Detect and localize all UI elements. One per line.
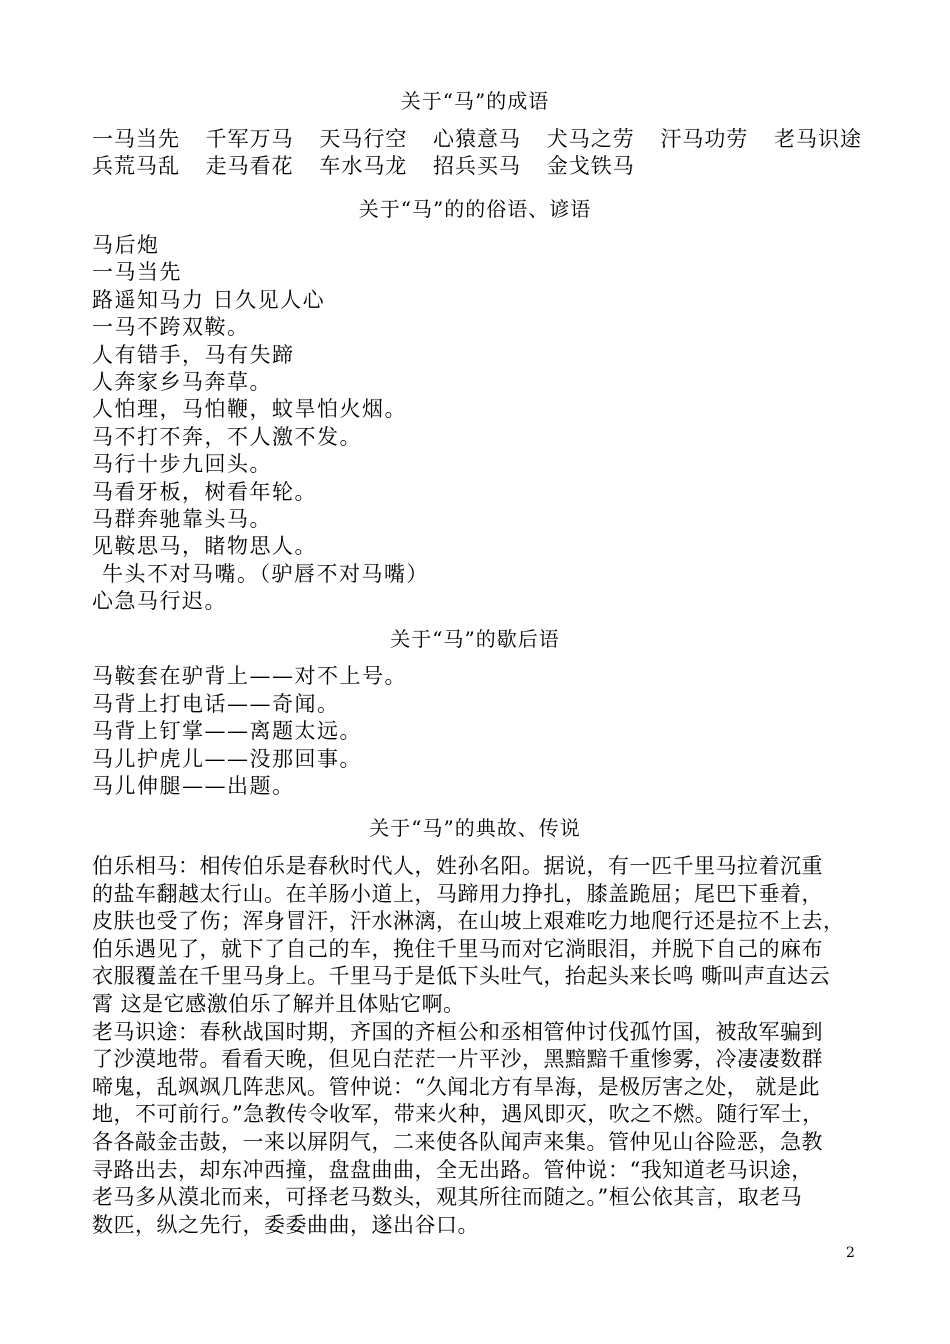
saying-line: 牛头不对马嘴。（驴唇不对马嘴）: [102, 561, 429, 586]
stories-body: [92, 853, 872, 1239]
saying-line: 见鞍思马，睹物思人。: [92, 534, 317, 559]
saying-line: 人有错手，马有失蹄: [92, 342, 295, 367]
story-line: 了沙漠地带。看看天晚，但见白茫茫一片平沙，黑黯黯千重惨雾，冷凄凄数群: [92, 1047, 823, 1072]
story-line: 的盐车翻越太行山。在羊肠小道上，马蹄用力挣扎，膝盖跪屈；尾巴下垂着，: [92, 881, 823, 906]
saying-line: 马行十步九回头。: [92, 452, 272, 477]
story-line: 伯乐遇见了，就下了自己的车，挽住千里马而对它淌眼泪，并脱下自己的麻布: [92, 936, 823, 961]
story-line: 伯乐相马：相传伯乐是春秋时代人，姓孙名阳。据说，有一匹千里马拉着沉重: [92, 854, 823, 878]
story-line: 皮肤也受了伤；浑身冒汗，汗水淋漓，在山坡上艰难吃力地爬行还是拉不上去，: [92, 909, 845, 934]
xiehouyu-heading: 关于“马”的歇后语: [390, 627, 560, 651]
saying-line: 人奔家乡马奔草。: [92, 370, 272, 395]
idioms-line: 兵荒马乱 走马看花 车水马龙 招兵买马 金戈铁马: [92, 154, 635, 178]
sayings-list: [92, 232, 872, 616]
story-line: 衣服覆盖在千里马身上。千里马于是低下头吐气，抬起头来长鸣 嘶叫声直达云: [92, 964, 831, 989]
saying-line: 马后炮: [92, 233, 160, 257]
xiehouyu-line: 马背上打电话——奇闻。: [92, 691, 340, 716]
idioms-line: 一马当先 千军万马 天马行空 心猿意马 犬马之劳 汗马功劳 老马识途: [92, 127, 863, 151]
xiehouyu-line: 马背上钉掌——离题太远。: [92, 719, 362, 744]
story-line: 老马识途：春秋战国时期，齐国的齐桓公和丞相管仲讨伐孤竹国，被敌军骗到: [92, 1019, 823, 1044]
saying-line: 马看牙板，树看年轮。: [92, 479, 317, 504]
story-line: 数匹，纵之先行，委委曲曲，遂出谷口。: [92, 1212, 479, 1237]
saying-line: 路遥知马力 日久见人心: [92, 287, 326, 312]
saying-line: 马不打不奔，不人激不发。: [92, 424, 362, 449]
xiehouyu-list: [92, 663, 872, 801]
story-line: 地，不可前行。”急教传令收军，带来火种，遇风即灭，吹之不燃。随行军士，: [92, 1102, 824, 1127]
saying-line: 人怕理，马怕鞭，蚊旱怕火烟。: [92, 397, 407, 422]
saying-line: 一马不跨双鞍。: [92, 315, 250, 340]
sayings-heading: 关于“马”的的俗语、谚语: [358, 197, 592, 221]
saying-line: 心急马行迟。: [92, 589, 227, 614]
story-line: 寻路出去，却东冲西撞，盘盘曲曲，全无出路。管仲说：“我知道老马识途，: [92, 1157, 813, 1182]
xiehouyu-line: 马儿护虎儿——没那回事。: [92, 746, 362, 771]
xiehouyu-line: 马鞍套在驴背上——对不上号。: [92, 664, 407, 688]
idioms-heading: 关于“马”的成语: [400, 89, 550, 113]
story-line: 啼鬼，乱飒飒几阵悲风。管仲说：“久闻北方有旱海，是极厉害之处， 就是此: [92, 1074, 820, 1099]
page-number: 2: [846, 1245, 855, 1261]
saying-line: 一马当先: [92, 260, 182, 285]
story-line: 霄 这是它感激伯乐了解并且体贴它啊。: [92, 991, 465, 1016]
story-line: 各各敲金击鼓，一来以屏阴气，二来使各队闻声来集。管仲见山谷险恶，急教: [92, 1129, 823, 1154]
xiehouyu-line: 马儿伸腿——出题。: [92, 774, 295, 799]
story-line: 老马多从漠北而来，可择老马数头，观其所往而随之。”桓公依其言，取老马: [92, 1185, 803, 1210]
stories-heading: 关于“马”的典故、传说: [369, 816, 581, 840]
idioms-list: [92, 126, 872, 180]
saying-line: 马群奔驰靠头马。: [92, 507, 272, 532]
